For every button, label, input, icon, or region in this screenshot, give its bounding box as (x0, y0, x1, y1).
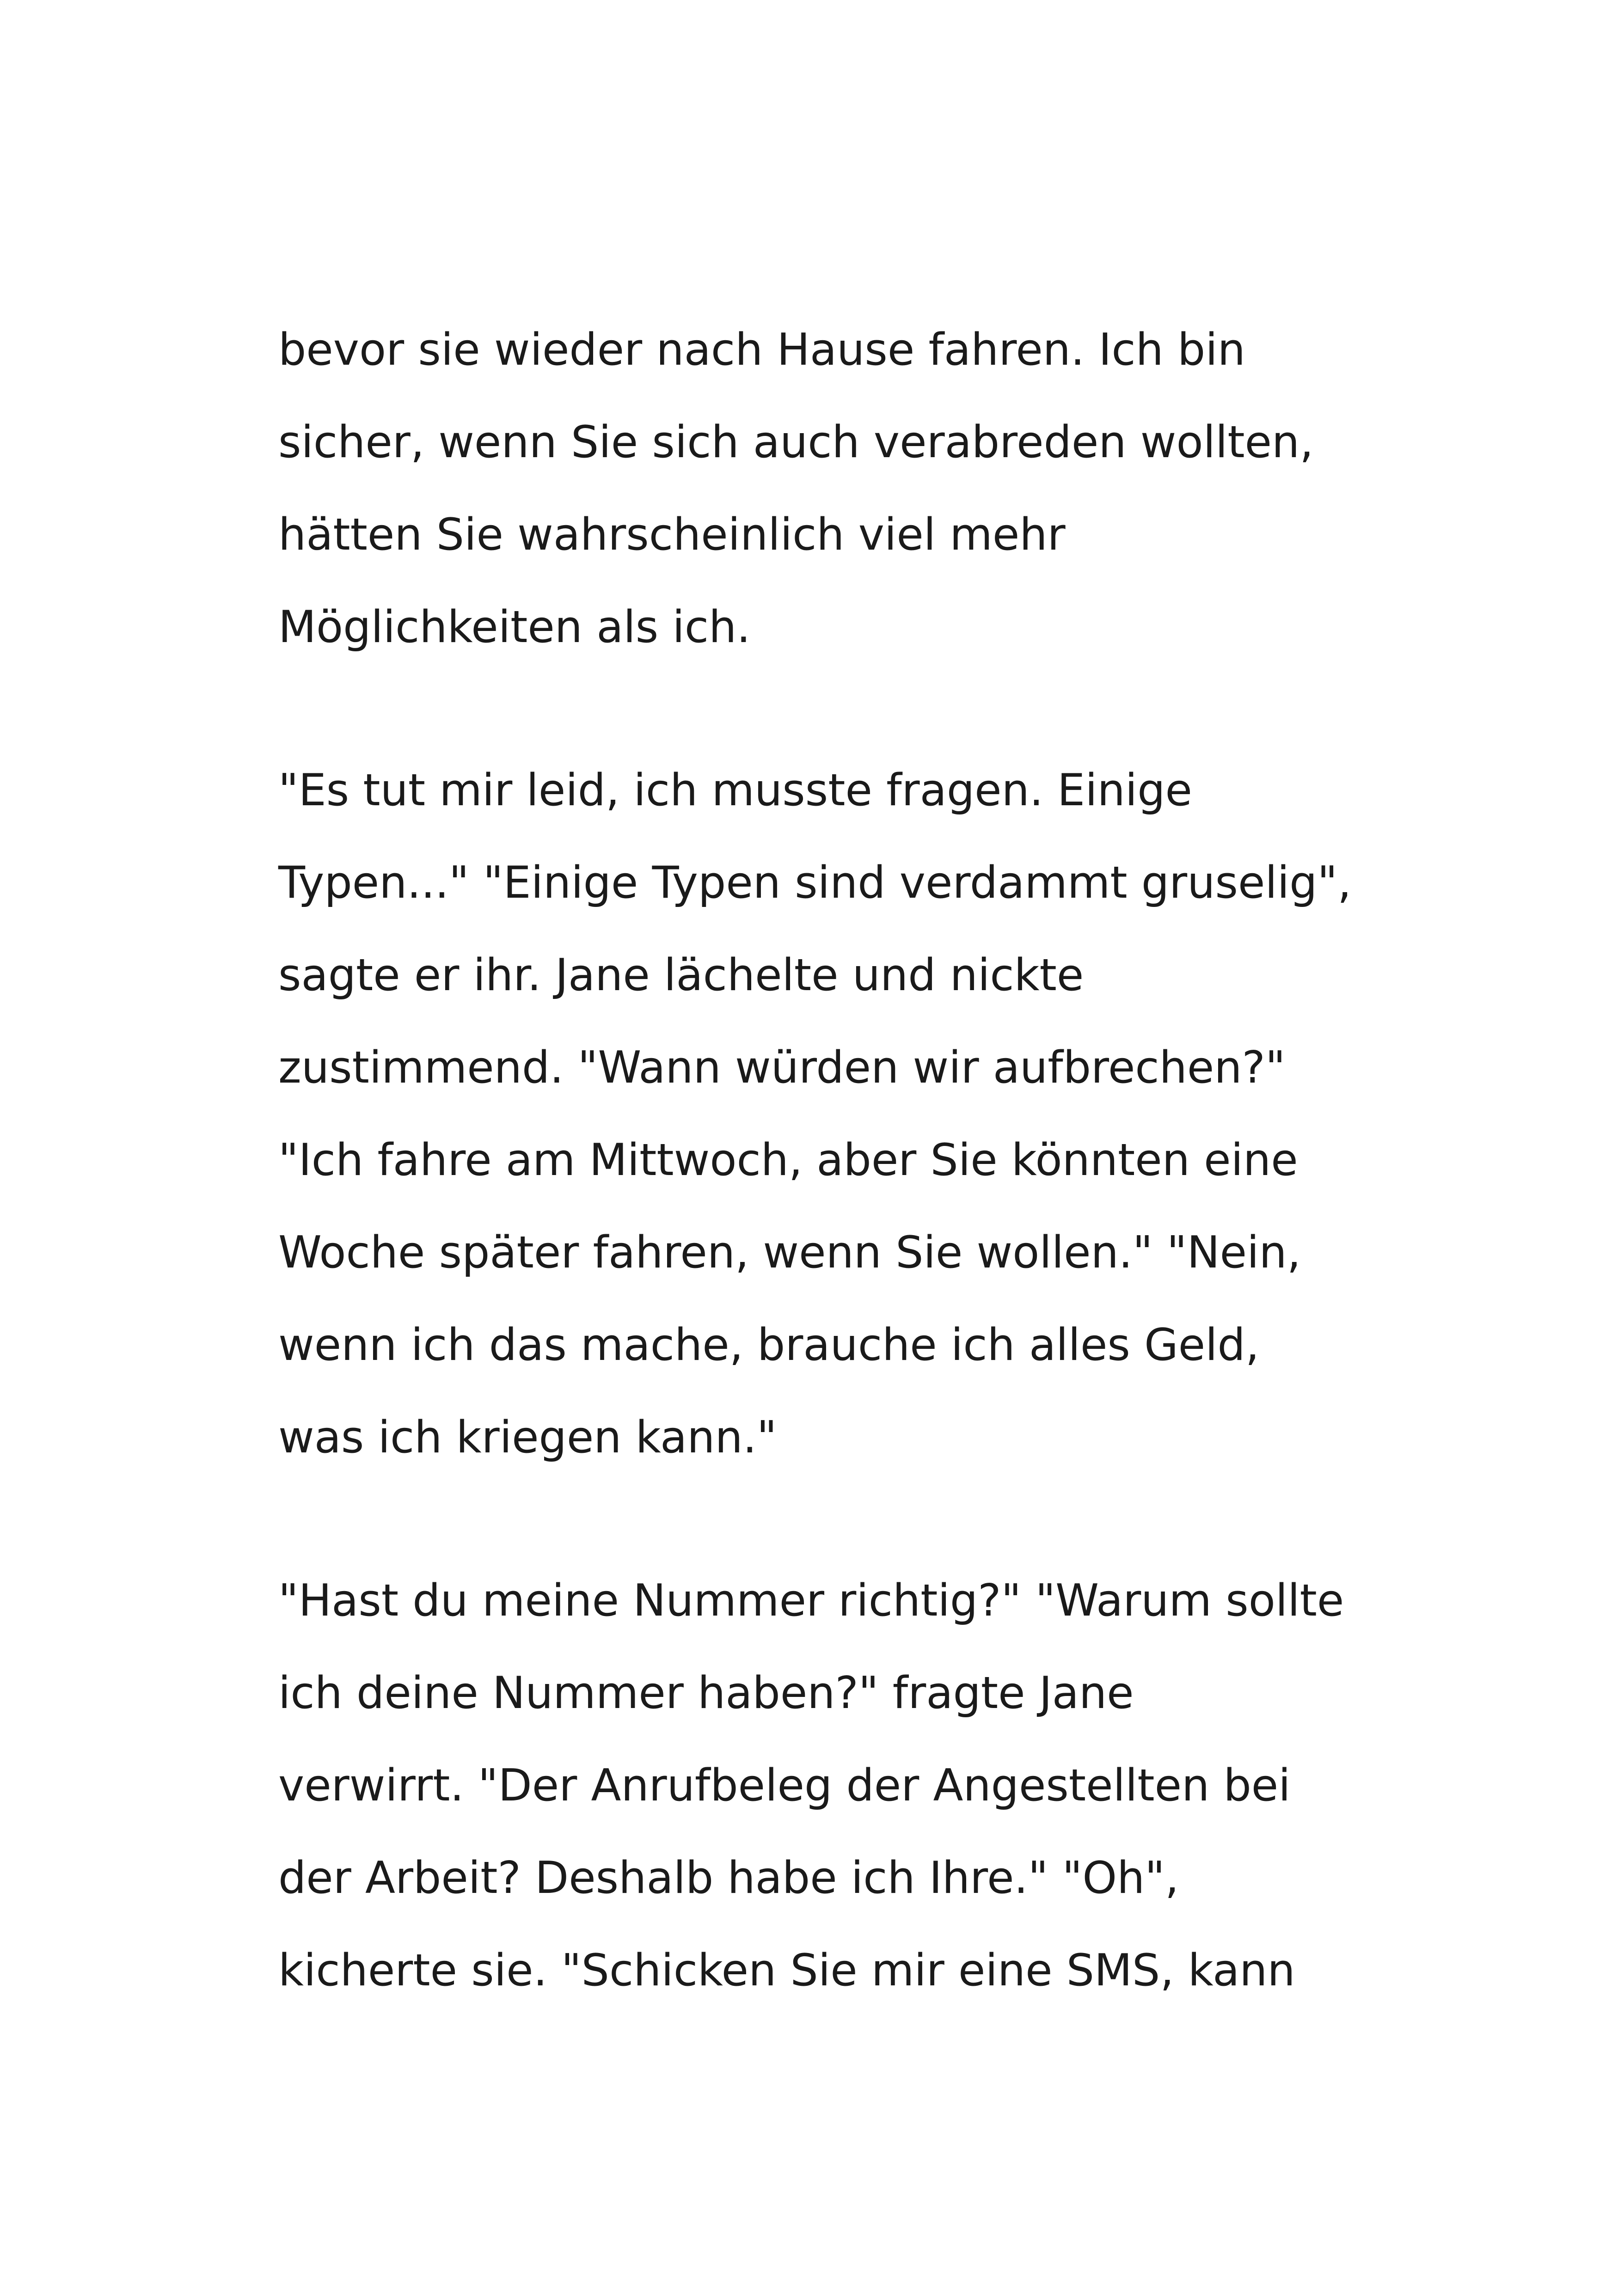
text-line: der Arbeit? Deshalb habe ich Ihre." "Oh", (278, 1853, 1179, 1904)
text-line: Möglichkeiten als ich. (278, 602, 751, 653)
text-line: verwirrt. "Der Anrufbeleg der Angestellten bei (278, 1760, 1291, 1811)
text-line: ich deine Nummer haben?" fragte Jane (278, 1668, 1134, 1719)
text-line: Woche später fahren, wenn Sie wollen." "Nein, (278, 1227, 1301, 1278)
text-line: Typen..." "Einige Typen sind verdammt gruselig", (278, 857, 1352, 908)
text-line: wenn ich das mache, brauche ich alles Geld, (278, 1320, 1260, 1371)
text-line: bevor sie wieder nach Hause fahren. Ich bin (278, 325, 1245, 375)
text-line: "Hast du meine Nummer richtig?" "Warum sollte (278, 1575, 1344, 1626)
text-line: "Es tut mir leid, ich musste fragen. Einige (278, 765, 1192, 816)
text-line: sicher, wenn Sie sich auch verabreden wollten, (278, 417, 1314, 468)
paragraph-2 (278, 744, 1388, 1484)
text-line: zustimmend. "Wann würden wir aufbrechen?" (278, 1042, 1286, 1093)
paragraph-3 (278, 1555, 1388, 2017)
text-line: kicherte sie. "Schicken Sie mir eine SMS, kann (278, 1945, 1295, 1996)
text-line: sagte er ihr. Jane lächelte und nickte (278, 950, 1084, 1001)
paragraph-1 (278, 304, 1388, 673)
text-line: "Ich fahre am Mittwoch, aber Sie könnten eine (278, 1135, 1298, 1186)
text-line: was ich kriegen kann." (278, 1412, 777, 1463)
text-line: hätten Sie wahrscheinlich viel mehr (278, 509, 1066, 560)
